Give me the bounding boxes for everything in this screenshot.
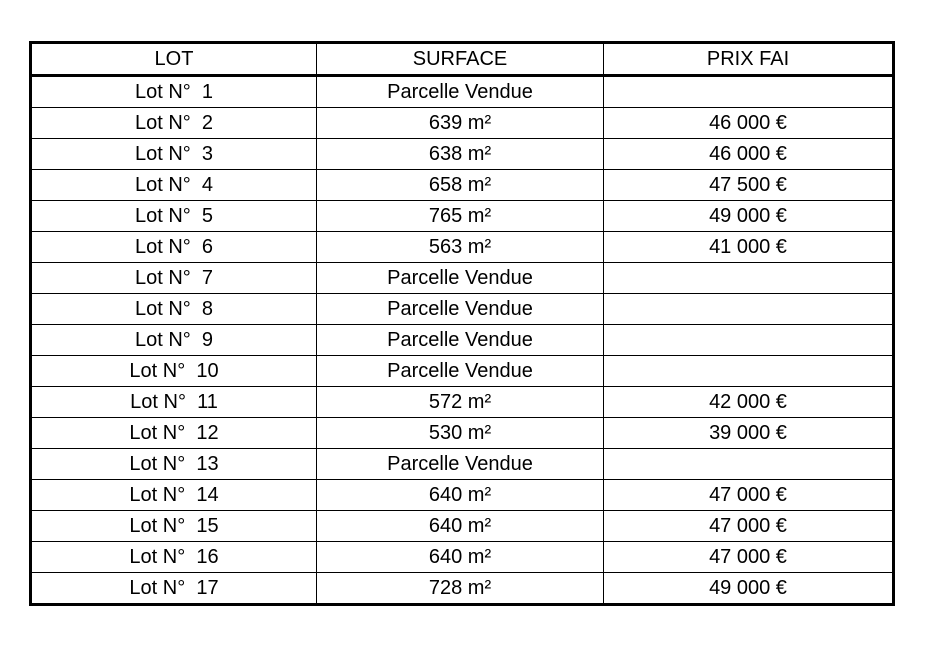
table-row (31, 511, 894, 542)
lot-cell: Lot N° 1 (31, 76, 317, 108)
lot-cell: Lot N° 7 (31, 263, 317, 294)
lot-cell: Lot N° 14 (31, 480, 317, 511)
table-header (31, 43, 894, 76)
surface-cell: Parcelle Vendue (317, 356, 604, 387)
prix-cell (604, 356, 894, 387)
prix-cell (604, 449, 894, 480)
lot-cell: Lot N° 12 (31, 418, 317, 449)
lot-cell: Lot N° 8 (31, 294, 317, 325)
table-body (31, 76, 894, 605)
prix-cell: 47 000 € (604, 542, 894, 573)
table-row (31, 263, 894, 294)
prix-cell: 49 000 € (604, 573, 894, 605)
table-row (31, 387, 894, 418)
lot-cell: Lot N° 4 (31, 170, 317, 201)
lot-cell: Lot N° 5 (31, 201, 317, 232)
prix-cell: 46 000 € (604, 108, 894, 139)
surface-cell: 640 m² (317, 542, 604, 573)
table-row (31, 76, 894, 108)
prix-cell (604, 294, 894, 325)
lots-table (29, 41, 895, 606)
prix-cell (604, 263, 894, 294)
surface-cell: 563 m² (317, 232, 604, 263)
table-row (31, 170, 894, 201)
header-row (31, 43, 894, 76)
prix-cell: 47 000 € (604, 511, 894, 542)
header-prix: PRIX FAI (604, 43, 894, 76)
prix-cell (604, 325, 894, 356)
table-row (31, 418, 894, 449)
lot-cell: Lot N° 13 (31, 449, 317, 480)
prix-cell: 41 000 € (604, 232, 894, 263)
prix-cell: 46 000 € (604, 139, 894, 170)
surface-cell: 640 m² (317, 480, 604, 511)
surface-cell: 572 m² (317, 387, 604, 418)
surface-cell: Parcelle Vendue (317, 294, 604, 325)
table-row (31, 573, 894, 605)
table-row (31, 139, 894, 170)
prix-cell: 39 000 € (604, 418, 894, 449)
prix-cell: 42 000 € (604, 387, 894, 418)
lot-cell: Lot N° 15 (31, 511, 317, 542)
prix-cell: 47 500 € (604, 170, 894, 201)
lot-cell: Lot N° 16 (31, 542, 317, 573)
header-lot: LOT (31, 43, 317, 76)
table-row (31, 108, 894, 139)
lot-cell: Lot N° 17 (31, 573, 317, 605)
lot-cell: Lot N° 3 (31, 139, 317, 170)
lot-cell: Lot N° 6 (31, 232, 317, 263)
surface-cell: Parcelle Vendue (317, 76, 604, 108)
table-row (31, 232, 894, 263)
table-row (31, 356, 894, 387)
table-row (31, 325, 894, 356)
lot-cell: Lot N° 11 (31, 387, 317, 418)
surface-cell: 640 m² (317, 511, 604, 542)
lot-cell: Lot N° 10 (31, 356, 317, 387)
lot-cell: Lot N° 9 (31, 325, 317, 356)
table-row (31, 480, 894, 511)
table-row (31, 449, 894, 480)
prix-cell (604, 76, 894, 108)
lot-cell: Lot N° 2 (31, 108, 317, 139)
table-row (31, 542, 894, 573)
surface-cell: 658 m² (317, 170, 604, 201)
table-row (31, 201, 894, 232)
prix-cell: 49 000 € (604, 201, 894, 232)
prix-cell: 47 000 € (604, 480, 894, 511)
surface-cell: Parcelle Vendue (317, 325, 604, 356)
surface-cell: 638 m² (317, 139, 604, 170)
surface-cell: Parcelle Vendue (317, 263, 604, 294)
table-row (31, 294, 894, 325)
surface-cell: 639 m² (317, 108, 604, 139)
surface-cell: Parcelle Vendue (317, 449, 604, 480)
surface-cell: 530 m² (317, 418, 604, 449)
surface-cell: 765 m² (317, 201, 604, 232)
surface-cell: 728 m² (317, 573, 604, 605)
header-surface: SURFACE (317, 43, 604, 76)
